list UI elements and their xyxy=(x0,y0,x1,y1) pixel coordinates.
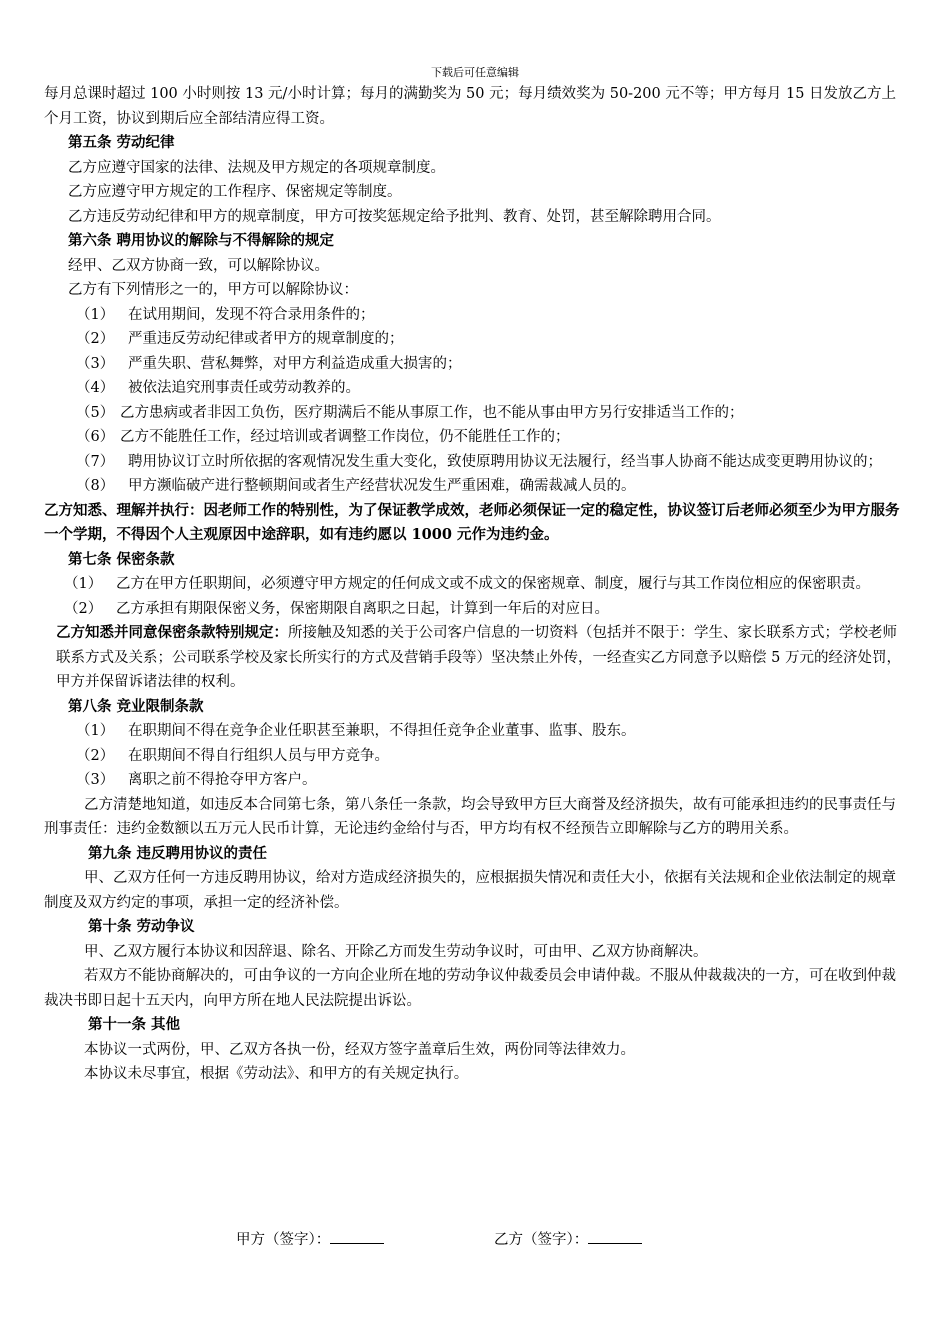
party-a-signature-line[interactable] xyxy=(330,1228,384,1244)
party-b-signature-line[interactable] xyxy=(588,1228,642,1244)
item-text: 乙方承担有期限保密义务，保密期限自离职之日起，计算到一年后的对应日。 xyxy=(116,600,609,617)
item-number: （2） xyxy=(64,600,103,617)
list-item xyxy=(76,327,906,352)
item-number: （1） xyxy=(64,576,103,592)
article-11-title: 第十一条 其他 xyxy=(88,1016,181,1033)
article-6-list xyxy=(44,303,906,499)
party-a-label: 甲方（签字）： xyxy=(236,1232,331,1248)
article-6-bold-note: 乙方知悉、理解并执行：因老师工作的特别性，为了保证教学成效，老师必须保证一定的稳定性，协议签订后老师必须至少为甲方服务一个学期，不得因个人主观原因中途辞职，如有违约愿以 1000 元作为违约金。 xyxy=(44,501,900,543)
item-text: 离职之前不得抢夺甲方客户。 xyxy=(128,772,317,788)
item-text: 在试用期间，发现不符合录用条件的； xyxy=(128,306,375,323)
item-text: 在职期间不得自行组织人员与甲方竞争。 xyxy=(128,747,389,764)
article-11-p1: 本协议一式两份，甲、乙双方各执一份，经双方签字盖章后生效，两份同等法律效力。 xyxy=(84,1041,635,1058)
list-item xyxy=(76,744,906,769)
header-note: 下载后可任意编辑 xyxy=(431,66,519,79)
list-item xyxy=(76,303,906,328)
list-item xyxy=(64,572,906,597)
document-body xyxy=(44,82,906,1087)
item-text: 被依法追究刑事责任或劳动教养的。 xyxy=(128,380,360,396)
item-number: （4） xyxy=(76,380,115,396)
article-8-title: 第八条 竞业限制条款 xyxy=(68,697,204,715)
list-item xyxy=(76,768,906,793)
list-item xyxy=(76,719,906,744)
item-text: 乙方不能胜任工作，经过培训或者调整工作岗位，仍不能胜任工作的； xyxy=(120,429,570,445)
list-item xyxy=(76,474,906,499)
party-b-signature xyxy=(494,1228,642,1252)
item-number: （1） xyxy=(76,306,115,323)
item-text: 乙方在甲方任职期间，必须遵守甲方规定的任何成文或不成文的保密规章、制度，履行与其工作岗位相应的保密职责。 xyxy=(116,576,870,592)
list-item xyxy=(76,376,906,401)
item-text: 严重违反劳动纪律或者甲方的规章制度的； xyxy=(128,331,404,347)
item-number: （7） xyxy=(76,453,115,470)
article-6-p1: 经甲、乙双方协商一致，可以解除协议。 xyxy=(68,257,329,274)
article-8-list xyxy=(44,719,906,793)
list-item xyxy=(76,352,906,377)
list-item xyxy=(76,401,906,426)
party-b-label: 乙方（签字）： xyxy=(494,1232,589,1248)
article-10-title: 第十条 劳动争议 xyxy=(88,918,195,935)
list-item xyxy=(76,450,906,475)
special-label: 乙方知悉并同意保密条款特别规定： xyxy=(56,624,288,641)
article-11-p2: 本协议未尽事宜，根据《劳动法》、和甲方的有关规定执行。 xyxy=(84,1066,469,1082)
article-5-p1: 乙方应遵守国家的法律、法规及甲方规定的各项规章制度。 xyxy=(68,159,445,176)
article-10-p1: 甲、乙双方履行本协议和因辞退、除名、开除乙方而发生劳动争议时，可由甲、乙双方协商解决。 xyxy=(84,943,708,960)
article-5-p2: 乙方应遵守甲方规定的工作程序、保密规定等制度。 xyxy=(68,184,402,200)
article-9-title: 第九条 违反聘用协议的责任 xyxy=(88,844,268,862)
item-number: （8） xyxy=(76,478,115,494)
article-9-paragraph: 甲、乙双方任何一方违反聘用协议，给对方造成经济损失的，应根据损失情况和责任大小，依据有关法规和企业依法制定的规章制度及双方约定的事项，承担一定的经济补偿。 xyxy=(44,870,896,911)
item-number: （5） xyxy=(76,404,115,421)
article-8-paragraph: 乙方清楚地知道，如违反本合同第七条，第八条任一条款，均会导致甲方巨大商誉及经济损失，故有可能承担违约的民事责任与刑事责任：违约金数额以五万元人民币计算，无论违约金给付与否，甲方均有权不经预告立即解除与乙方的聘用关系。 xyxy=(44,796,896,837)
item-number: （2） xyxy=(76,747,115,764)
item-text: 乙方患病或者非因工负伤，医疗期满后不能从事原工作，也不能从事由甲方另行安排适当工作的； xyxy=(120,404,744,421)
party-a-signature xyxy=(236,1228,384,1252)
item-text: 聘用协议订立时所依据的客观情况发生重大变化，致使原聘用协议无法履行，经当事人协商不能达成变更聘用协议的； xyxy=(128,453,882,470)
article-5-title: 第五条 劳动纪律 xyxy=(68,134,175,151)
article-10-p2: 若双方不能协商解决的，可由争议的一方向企业所在地的劳动争议仲裁委员会申请仲裁。不服从仲裁裁决的一方，可在收到仲裁裁决书即日起十五天内，向甲方所在地人民法院提出诉讼。 xyxy=(44,968,896,1009)
item-text: 甲方濒临破产进行整顿期间或者生产经营状况发生严重困难，确需裁减人员的。 xyxy=(128,478,636,494)
item-number: （6） xyxy=(76,429,115,445)
article-7-title: 第七条 保密条款 xyxy=(68,550,175,568)
article-5-p3: 乙方违反劳动纪律和甲方的规章制度，甲方可按奖惩规定给予批判、教育、处罚，甚至解除聘用合同。 xyxy=(68,208,721,225)
special-text: 所接触及知悉的关于公司客户信息的一切资料（包括并不限于：学生、家长联系方式；学校老师联系方式及关系；公司联系学校及家长所实行的方式及营销手段等）坚决禁止外传，一经查实乙方同意予以赔偿 5 万元的经济处罚，甲方并保留诉诸法律的权利。 xyxy=(56,625,901,690)
item-number: （2） xyxy=(76,331,115,347)
item-number: （1） xyxy=(76,723,115,739)
item-text: 严重失职、营私舞弊，对甲方利益造成重大损害的； xyxy=(128,355,462,372)
article-6-p2: 乙方有下列情形之一的，甲方可以解除协议： xyxy=(68,282,358,298)
item-number: （3） xyxy=(76,772,115,788)
item-number: （3） xyxy=(76,355,115,372)
item-text: 在职期间不得在竞争企业任职甚至兼职，不得担任竞争企业董事、监事、股东。 xyxy=(128,723,636,739)
article-7-list xyxy=(44,572,906,621)
list-item xyxy=(64,597,906,622)
list-item xyxy=(76,425,906,450)
intro-paragraph: 每月总课时超过 100 小时则按 13 元/小时计算；每月的满勤奖为 50 元；每月绩效奖为 50-200 元不等；甲方每月 15 日发放乙方上个月工资，协议到期后应全部结清应得工资。 xyxy=(44,86,897,127)
article-6-title: 第六条 聘用协议的解除与不得解除的规定 xyxy=(68,232,335,249)
article-7-special xyxy=(44,621,906,695)
